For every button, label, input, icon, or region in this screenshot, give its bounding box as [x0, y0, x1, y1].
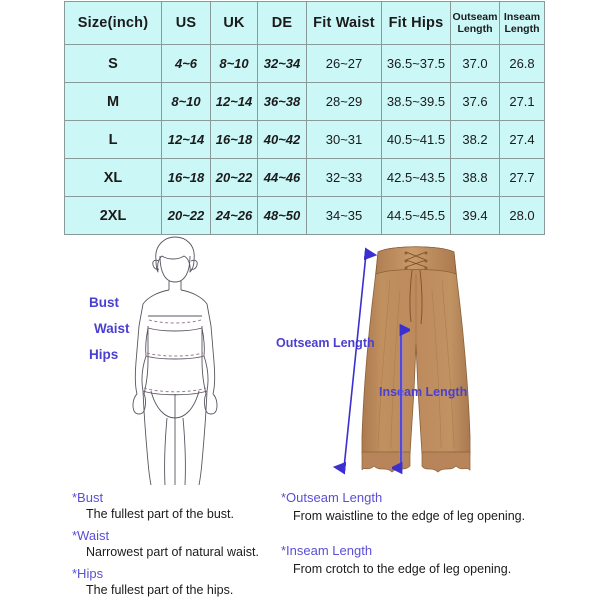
- cell-size: M: [65, 83, 162, 121]
- cell-size: 2XL: [65, 197, 162, 235]
- legend-term-waist: *Waist: [72, 528, 110, 543]
- legend-desc-bust: The fullest part of the bust.: [86, 507, 234, 521]
- cell-fit-waist: 34~35: [307, 197, 382, 235]
- cell-us: 4~6: [162, 45, 211, 83]
- cell-outseam: 37.0: [451, 45, 500, 83]
- cell-outseam: 38.8: [451, 159, 500, 197]
- pants-label-outseam: Outseam Length: [276, 336, 375, 350]
- waist-measure-line: [147, 353, 203, 356]
- table-header-row: [65, 2, 545, 45]
- cell-de: 40~42: [258, 121, 307, 159]
- cell-size: S: [65, 45, 162, 83]
- header-inseam-line2: Length: [504, 23, 540, 35]
- cell-inseam: 28.0: [500, 197, 545, 235]
- cell-inseam: 27.1: [500, 83, 545, 121]
- body-label-waist: Waist: [94, 321, 130, 336]
- cell-uk: 16~18: [211, 121, 258, 159]
- cell-uk: 8~10: [211, 45, 258, 83]
- table-row: [65, 121, 545, 159]
- header-inseam-line1: Inseam: [503, 11, 541, 23]
- cell-inseam: 26.8: [500, 45, 545, 83]
- cell-size: L: [65, 121, 162, 159]
- bust-measure-line: [149, 320, 201, 323]
- legend-desc-waist: Narrowest part of natural waist.: [86, 545, 259, 559]
- header-fit-hips: Fit Hips: [382, 2, 451, 45]
- header-us: US: [162, 2, 211, 45]
- cell-uk: 20~22: [211, 159, 258, 197]
- cell-fit-waist: 26~27: [307, 45, 382, 83]
- header-outseam-line2: Length: [457, 23, 493, 35]
- cell-uk: 12~14: [211, 83, 258, 121]
- header-inseam-length: [500, 2, 545, 45]
- legend-term-inseam: *Inseam Length: [281, 543, 373, 558]
- header-de: DE: [258, 2, 307, 45]
- header-outseam-line1: Outseam: [452, 11, 498, 23]
- cell-de: 36~38: [258, 83, 307, 121]
- cell-us: 8~10: [162, 83, 211, 121]
- table-row: [65, 45, 545, 83]
- body-label-hips: Hips: [89, 347, 119, 362]
- cell-fit-hips: 42.5~43.5: [382, 159, 451, 197]
- cell-de: 44~46: [258, 159, 307, 197]
- cell-size: XL: [65, 159, 162, 197]
- legend-term-bust: *Bust: [72, 490, 104, 505]
- outseam-arrow-icon: [330, 240, 380, 480]
- cell-us: 16~18: [162, 159, 211, 197]
- legend-desc-outseam: From waistline to the edge of leg opening.: [293, 509, 526, 523]
- cell-fit-waist: 32~33: [307, 159, 382, 197]
- cell-us: 12~14: [162, 121, 211, 159]
- hips-measure-line: [144, 388, 206, 392]
- legend-body-measurements: [72, 490, 287, 604]
- cell-uk: 24~26: [211, 197, 258, 235]
- cell-fit-hips: 36.5~37.5: [382, 45, 451, 83]
- pants-label-inseam: Inseam Length: [379, 385, 468, 399]
- cell-outseam: 37.6: [451, 83, 500, 121]
- table-row: [65, 159, 545, 197]
- table-row: [65, 83, 545, 121]
- cell-de: 32~34: [258, 45, 307, 83]
- cell-fit-waist: 30~31: [307, 121, 382, 159]
- header-fit-waist: Fit Waist: [307, 2, 382, 45]
- size-chart-table: [64, 1, 545, 235]
- legend-term-hips: *Hips: [72, 566, 104, 581]
- legend-desc-hips: The fullest part of the hips.: [86, 583, 234, 597]
- legend-garment-measurements: [281, 490, 581, 596]
- cell-outseam: 38.2: [451, 121, 500, 159]
- table-row: [65, 197, 545, 235]
- header-size: Size(inch): [65, 2, 162, 45]
- cell-fit-hips: 38.5~39.5: [382, 83, 451, 121]
- inseam-arrow-icon: [392, 320, 410, 478]
- body-label-bust: Bust: [89, 295, 119, 310]
- cell-fit-hips: 40.5~41.5: [382, 121, 451, 159]
- cell-inseam: 27.7: [500, 159, 545, 197]
- cell-us: 20~22: [162, 197, 211, 235]
- header-outseam-length: [451, 2, 500, 45]
- cell-outseam: 39.4: [451, 197, 500, 235]
- legend-term-outseam: *Outseam Length: [281, 490, 383, 505]
- cell-de: 48~50: [258, 197, 307, 235]
- cell-inseam: 27.4: [500, 121, 545, 159]
- cell-fit-hips: 44.5~45.5: [382, 197, 451, 235]
- header-uk: UK: [211, 2, 258, 45]
- female-body-figure-icon: [118, 234, 232, 486]
- cell-fit-waist: 28~29: [307, 83, 382, 121]
- legend-desc-inseam: From crotch to the edge of leg opening.: [293, 562, 512, 576]
